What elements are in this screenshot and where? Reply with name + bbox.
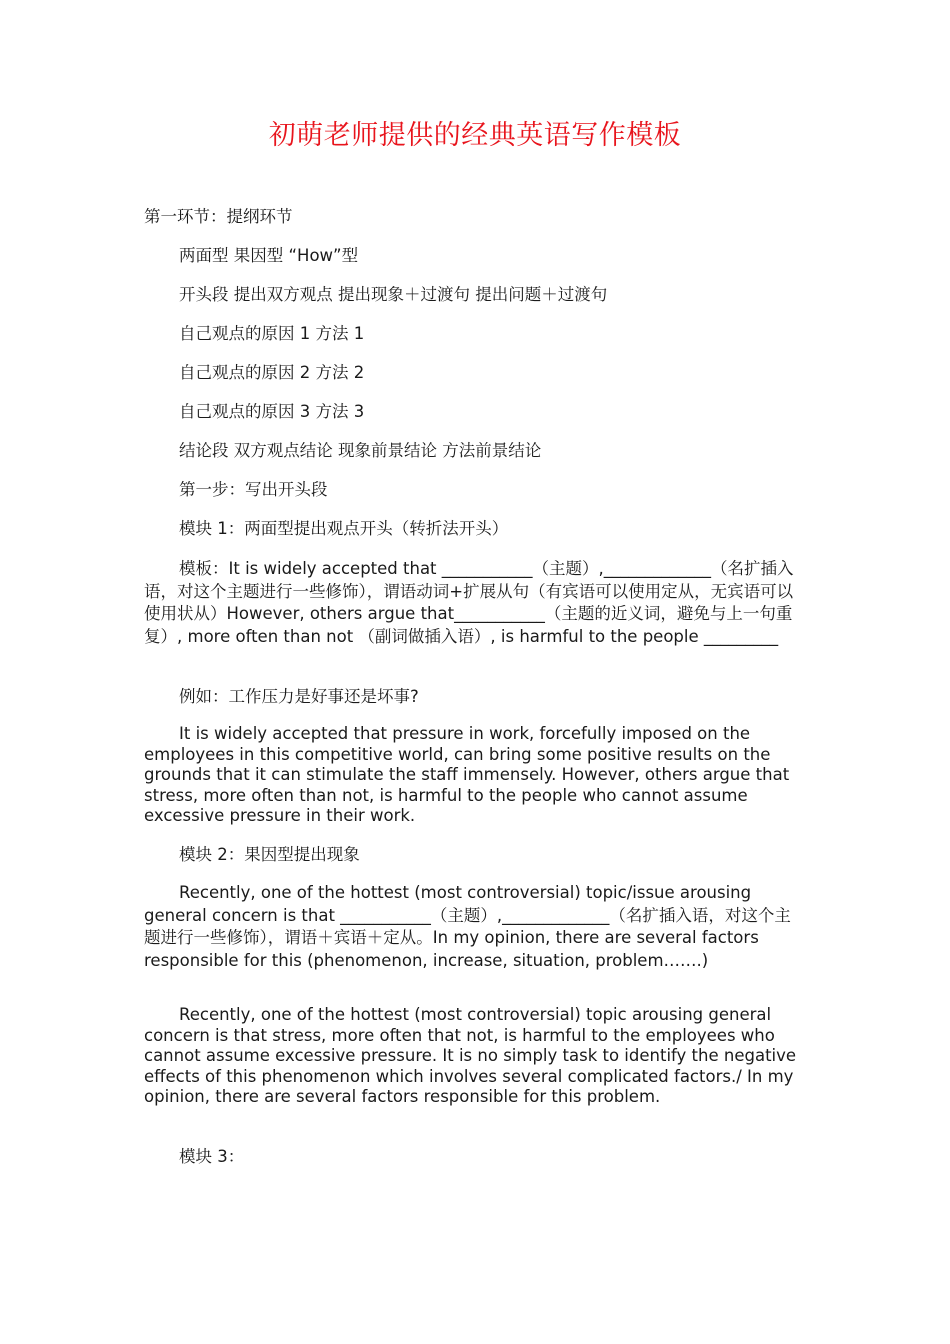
outline-line: 自己观点的原因 1 方法 1 <box>179 324 365 343</box>
example-paragraph: It is widely accepted that pressure in work, forcefully imposed on the employees in this competitive world, can bring some positive results on the grounds that it can stimulate the staff immensely. However, others argue that stress, more often than not, is harmful to the people who cannot assume excessive pressure in their work. <box>144 724 790 825</box>
outline-line: 开头段 提出双方观点 提出现象＋过渡句 提出问题＋过渡句 <box>179 285 608 304</box>
module-heading: 模块 2：果因型提出现象 <box>179 845 360 864</box>
template-paragraph: 模板：It is widely accepted that ___________（主题）,_____________（名扩插入语，对这个主题进行一些修饰），谓语动词+扩展从句（有宾语可以使用定从，无宾语可以使用状从）However, others argue that___________（主题的近义词，避免与上一句重复）, more often than not （副词做插入语）, is harmful to the people _________ <box>144 559 794 646</box>
document-title: 初萌老师提供的经典英语写作模板 <box>268 120 682 151</box>
example-question: 例如：工作压力是好事还是坏事? <box>179 687 419 706</box>
template-paragraph: Recently, one of the hottest (most controversial) topic/issue arousing general concern is that ___________（主题）,_____________（名扩插入语，对这个主题进行一些修饰），谓语＋宾语＋定从。In my opinion, there are several factors responsible for this (phenomenon, increase, situation, problem…….) <box>144 883 791 970</box>
outline-line: 自己观点的原因 2 方法 2 <box>179 363 365 382</box>
example-paragraph: Recently, one of the hottest (most controversial) topic arousing general concern is that stress, more often that not, is harmful to the employees who cannot assume excessive pressure. It is no simply task to identify the negative effects of this phenomenon which involves several complicated factors./ In my opinion, there are several factors responsible for this problem. <box>144 1005 797 1106</box>
step-heading: 第一步：写出开头段 <box>179 480 328 499</box>
module-heading: 模块 1：两面型提出观点开头（转折法开头） <box>179 519 509 538</box>
outline-line: 两面型 果因型 “How”型 <box>179 246 359 265</box>
outline-line: 自己观点的原因 3 方法 3 <box>179 402 365 421</box>
outline-line: 结论段 双方观点结论 现象前景结论 方法前景结论 <box>179 441 542 460</box>
module-heading: 模块 3： <box>179 1147 245 1166</box>
section-heading: 第一环节：提纲环节 <box>144 207 293 226</box>
